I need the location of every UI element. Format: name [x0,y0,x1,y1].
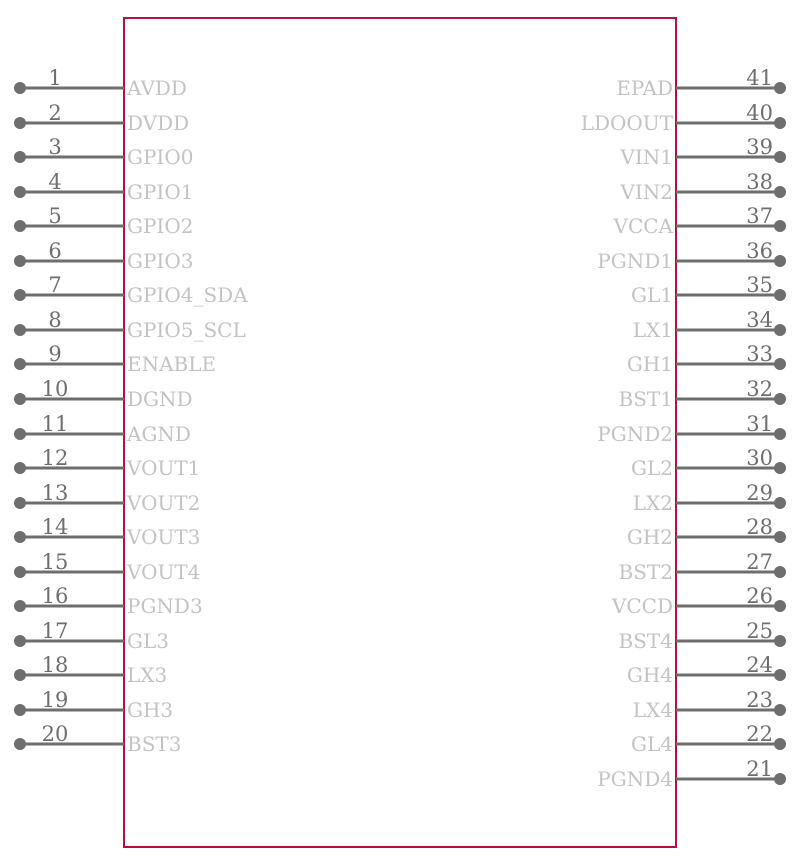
pin-endpoint-dot [774,531,786,543]
pin-3 [14,135,193,169]
pin-number: 35 [746,273,773,297]
pin-number: 24 [746,653,773,677]
pin-number: 9 [48,342,62,366]
pin-number: 29 [746,481,773,505]
pin-16 [14,584,203,618]
pin-number: 34 [746,308,773,332]
pin-22 [631,722,786,756]
pin-endpoint-dot [14,738,26,750]
pin-endpoint-dot [14,497,26,509]
left-pin-group [14,66,248,756]
pin-number: 31 [746,412,773,436]
pin-endpoint-dot [774,220,786,232]
pin-26 [611,584,786,618]
pin-endpoint-dot [14,566,26,578]
pin-endpoint-dot [774,428,786,440]
pin-name: GPIO3 [127,249,194,273]
pin-number: 5 [48,204,62,228]
pin-name: GPIO1 [127,180,194,204]
pin-name: VOUT2 [127,491,201,515]
pin-name: BST2 [618,560,673,584]
pin-endpoint-dot [14,531,26,543]
pin-endpoint-dot [774,462,786,474]
pin-38 [619,170,786,204]
pin-endpoint-dot [774,324,786,336]
pin-number: 4 [48,170,62,194]
pin-name: VCCA [613,214,673,238]
pin-endpoint-dot [774,773,786,785]
pin-number: 20 [41,722,69,746]
pin-endpoint-dot [14,600,26,612]
pin-endpoint-dot [14,358,26,370]
pin-name: VOUT1 [127,456,201,480]
ic-body-outline [124,18,676,847]
pin-name: GPIO4_SDA [127,283,248,307]
pin-name: BST4 [618,629,673,653]
pin-name: PGND3 [127,594,203,618]
pin-number: 33 [746,342,773,366]
pin-20 [14,722,181,756]
pin-19 [14,688,173,722]
pin-4 [14,170,193,204]
pin-name: GH1 [626,352,673,376]
pin-8 [14,308,246,342]
pin-number: 23 [746,688,773,712]
pin-24 [627,653,786,687]
pin-number: 27 [746,550,773,574]
pin-1 [14,66,187,100]
pin-number: 17 [41,619,69,643]
right-pin-group [581,66,786,791]
pin-41 [616,66,786,100]
pin-31 [597,412,786,446]
pin-name: AVDD [127,76,187,100]
pin-28 [627,515,786,549]
pin-number: 15 [41,550,69,574]
pin-endpoint-dot [774,738,786,750]
pin-name: GH4 [626,663,673,687]
pin-name: PGND2 [597,422,673,446]
pin-name: PGND1 [597,249,673,273]
pin-number: 8 [48,308,62,332]
pin-name: GL4 [631,732,673,756]
pin-number: 7 [48,273,62,297]
pin-name: VIN2 [620,180,673,204]
pin-endpoint-dot [774,255,786,267]
pin-23 [633,688,786,722]
pin-name: GPIO2 [127,214,194,238]
pin-37 [613,204,787,238]
pin-number: 26 [746,584,773,608]
pin-endpoint-dot [774,600,786,612]
pin-name: LX3 [127,663,168,687]
pin-number: 28 [746,515,773,539]
pin-endpoint-dot [774,358,786,370]
pin-number: 30 [746,446,773,470]
pin-10 [14,377,193,411]
pin-name: LX1 [632,318,673,342]
pin-29 [633,481,786,515]
pin-name: DVDD [127,111,190,135]
pin-5 [14,204,193,238]
pin-40 [581,101,786,135]
pin-number: 1 [48,66,62,90]
pin-17 [14,619,169,653]
pin-2 [14,101,189,135]
pin-7 [14,273,248,307]
pin-number: 37 [746,204,773,228]
pin-number: 10 [41,377,69,401]
pin-name: AGND [127,422,191,446]
pin-name: VIN1 [620,145,673,169]
pin-number: 11 [41,412,69,436]
pin-33 [627,342,786,376]
pin-endpoint-dot [774,186,786,198]
pin-endpoint-dot [14,324,26,336]
pin-number: 25 [746,619,773,643]
pin-name: EPAD [616,76,673,100]
pin-name: GH2 [626,525,673,549]
pin-number: 22 [746,722,773,746]
pin-number: 40 [746,101,773,125]
pin-name: PGND4 [597,767,673,791]
pin-endpoint-dot [14,186,26,198]
pin-endpoint-dot [14,82,26,94]
pin-number: 13 [41,481,69,505]
pin-number: 12 [41,446,69,470]
pin-32 [619,377,786,411]
pin-name: GL2 [631,456,673,480]
pin-endpoint-dot [774,82,786,94]
pin-endpoint-dot [14,635,26,647]
pin-name: GPIO5_SCL [127,318,246,342]
pin-endpoint-dot [774,393,786,405]
pin-25 [619,619,786,653]
pin-endpoint-dot [14,255,26,267]
pin-34 [633,308,786,342]
pin-14 [14,515,200,549]
pin-6 [14,239,193,273]
pin-18 [14,653,167,687]
pin-name: VOUT4 [127,560,201,584]
pin-endpoint-dot [774,497,786,509]
pin-11 [14,412,191,446]
pin-name: GL1 [631,283,673,307]
pin-15 [14,550,200,584]
pin-12 [14,446,200,480]
pin-number: 14 [41,515,69,539]
pin-endpoint-dot [14,428,26,440]
pin-name: GPIO0 [127,145,194,169]
pin-name: BST3 [127,732,182,756]
pin-name: LDOOUT [580,111,673,135]
pin-number: 32 [746,377,773,401]
pin-number: 18 [41,653,69,677]
pin-name: ENABLE [127,352,217,376]
pin-endpoint-dot [774,669,786,681]
pin-name: VCCD [611,594,673,618]
pin-number: 41 [746,66,773,90]
pin-endpoint-dot [14,704,26,716]
pin-39 [619,135,786,169]
pin-36 [597,239,786,273]
pin-number: 36 [746,239,773,263]
pin-name: BST1 [618,387,673,411]
pin-endpoint-dot [774,289,786,301]
pin-27 [619,550,786,584]
pin-endpoint-dot [774,566,786,578]
pin-9 [14,342,216,376]
pin-number: 16 [41,584,69,608]
pin-35 [631,273,786,307]
pin-21 [597,757,786,791]
pin-name: LX2 [632,491,673,515]
pin-endpoint-dot [14,289,26,301]
pin-name: GL3 [127,629,169,653]
pin-endpoint-dot [14,220,26,232]
pin-30 [631,446,786,480]
pin-name: LX4 [632,698,673,722]
pin-name: VOUT3 [127,525,201,549]
pin-number: 21 [746,757,773,781]
pin-number: 3 [48,135,62,159]
pin-number: 39 [746,135,773,159]
pin-endpoint-dot [14,117,26,129]
pin-endpoint-dot [14,393,26,405]
pin-endpoint-dot [774,151,786,163]
pin-number: 6 [48,239,62,263]
pin-name: GH3 [127,698,174,722]
pin-number: 19 [41,688,69,712]
pin-endpoint-dot [14,151,26,163]
pin-name: DGND [127,387,193,411]
pin-endpoint-dot [774,117,786,129]
pin-number: 2 [48,101,62,125]
pin-endpoint-dot [774,635,786,647]
pin-endpoint-dot [14,669,26,681]
pin-13 [14,481,200,515]
pin-endpoint-dot [774,704,786,716]
pin-number: 38 [746,170,773,194]
pin-endpoint-dot [14,462,26,474]
